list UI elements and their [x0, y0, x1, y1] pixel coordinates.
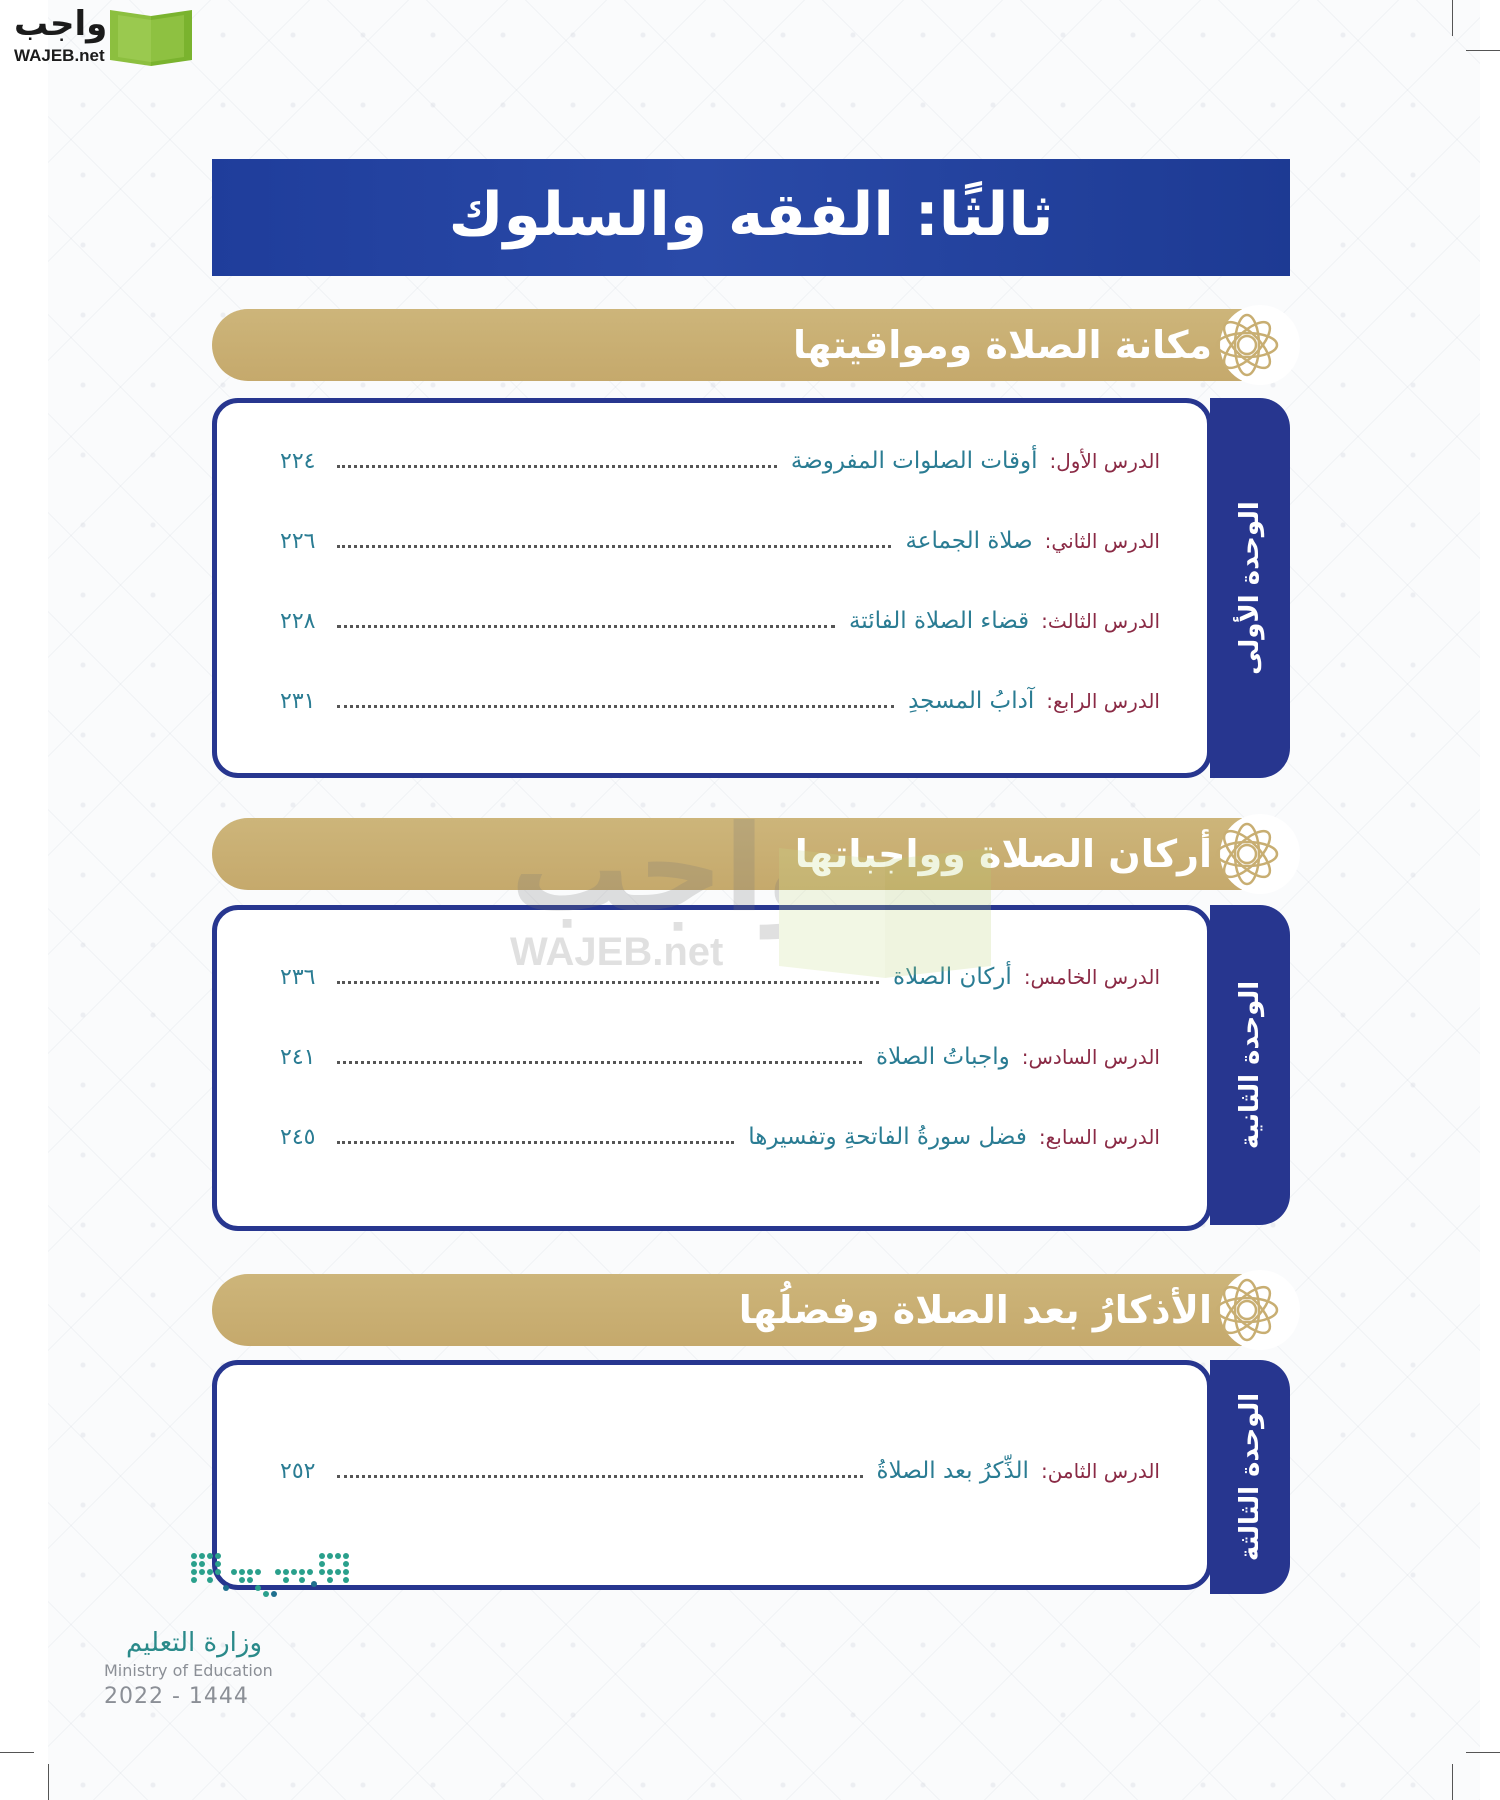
flower-ornament-icon [1212, 819, 1282, 889]
section-heading-bar [212, 1274, 1242, 1346]
lesson-page: ٢٥٢ [280, 1458, 316, 1484]
lesson-row[interactable] [280, 1117, 1160, 1157]
lesson-number: الدرس السابع: [1038, 1125, 1160, 1149]
lesson-page: ٢٤٥ [280, 1124, 316, 1150]
leader-dots [337, 1141, 734, 1144]
flower-ornament-icon [1212, 310, 1282, 380]
lesson-row[interactable] [280, 521, 1160, 561]
lesson-number: الدرس السادس: [1021, 1045, 1160, 1069]
lesson-number: الدرس الثالث: [1041, 609, 1160, 633]
lesson-title: أوقات الصلوات المفروضة [790, 448, 1038, 474]
leader-dots [337, 465, 776, 468]
crop-mark [0, 1752, 34, 1753]
unit-tab [1210, 905, 1290, 1225]
section-heading: مكانة الصلاة ومواقيتها [793, 323, 1212, 367]
watermark-book-icon [775, 840, 995, 980]
wajeb-logo-english: WAJEB.net [14, 46, 105, 65]
section-heading-bar [212, 309, 1242, 381]
lesson-row[interactable] [280, 1451, 1160, 1491]
lesson-page: ٢٢٨ [280, 608, 316, 634]
lesson-page: ٢٣١ [280, 688, 316, 714]
unit-tab [1210, 398, 1290, 778]
ministry-name-english: Ministry of Education [104, 1661, 273, 1680]
leader-dots [337, 545, 891, 548]
lesson-row[interactable] [280, 1037, 1160, 1077]
leader-dots [337, 1061, 862, 1064]
lesson-number: الدرس الخامس: [1023, 965, 1160, 989]
watermark-english: WAJEB.net [510, 930, 724, 974]
lesson-row[interactable] [280, 601, 1160, 641]
crop-mark [1452, 0, 1453, 36]
crop-mark [1466, 50, 1500, 51]
unit-tab [1210, 1360, 1290, 1594]
wajeb-logo[interactable] [8, 4, 198, 70]
watermark-arabic: واجب [510, 800, 840, 939]
edition-year: 2022 - 1444 [104, 1684, 249, 1709]
lesson-title: أركان الصلاة [893, 964, 1012, 990]
lesson-page: ٢٢٦ [280, 528, 316, 554]
lesson-title: واجباتُ الصلاة [876, 1044, 1010, 1070]
lesson-title: صلاة الجماعة [905, 528, 1033, 554]
lesson-number: الدرس الثاني: [1044, 529, 1160, 553]
ministry-name-arabic: وزارة التعليم [125, 1628, 263, 1658]
leader-dots [337, 625, 835, 628]
leader-dots [337, 1475, 862, 1478]
title-banner [212, 159, 1290, 276]
lesson-number: الدرس الثامن: [1040, 1459, 1160, 1483]
section-heading: أركان الصلاة وواجباتها [794, 832, 1212, 876]
ministry-logo [100, 1548, 400, 1718]
lesson-title: قضاء الصلاة الفائتة [848, 608, 1030, 634]
leader-dots [337, 705, 894, 708]
ministry-dots-icon [188, 1548, 358, 1608]
lesson-page: ٢٣٦ [280, 964, 316, 990]
book-icon [108, 6, 194, 68]
crop-mark [48, 1764, 49, 1800]
page-title: ثالثًا: الفقه والسلوك [448, 179, 1054, 250]
unit-label: الوحدة الثالثة [1235, 1392, 1265, 1562]
lesson-number: الدرس الأول: [1049, 449, 1160, 473]
wajeb-logo-arabic: واجب [14, 4, 108, 44]
unit-label: الوحدة الأولى [1235, 501, 1265, 675]
lesson-title: آدابُ المسجدِ [908, 688, 1035, 714]
section-heading: الأذكارُ بعد الصلاة وفضلُها [738, 1288, 1212, 1332]
unit-label: الوحدة الثانية [1235, 980, 1265, 1150]
lesson-number: الدرس الرابع: [1046, 689, 1160, 713]
lesson-title: فضل سورةُ الفاتحةِ وتفسيرها [748, 1124, 1027, 1150]
lesson-row[interactable] [280, 681, 1160, 721]
lesson-row[interactable] [280, 441, 1160, 481]
lesson-page: ٢٤١ [280, 1044, 316, 1070]
flower-ornament-icon [1212, 1275, 1282, 1345]
lesson-title: الذِّكرُ بعد الصلاةُ [876, 1458, 1029, 1484]
lesson-page: ٢٢٤ [280, 448, 316, 474]
watermark [510, 800, 1030, 1010]
crop-mark [1452, 1764, 1453, 1800]
crop-mark [1466, 1752, 1500, 1753]
